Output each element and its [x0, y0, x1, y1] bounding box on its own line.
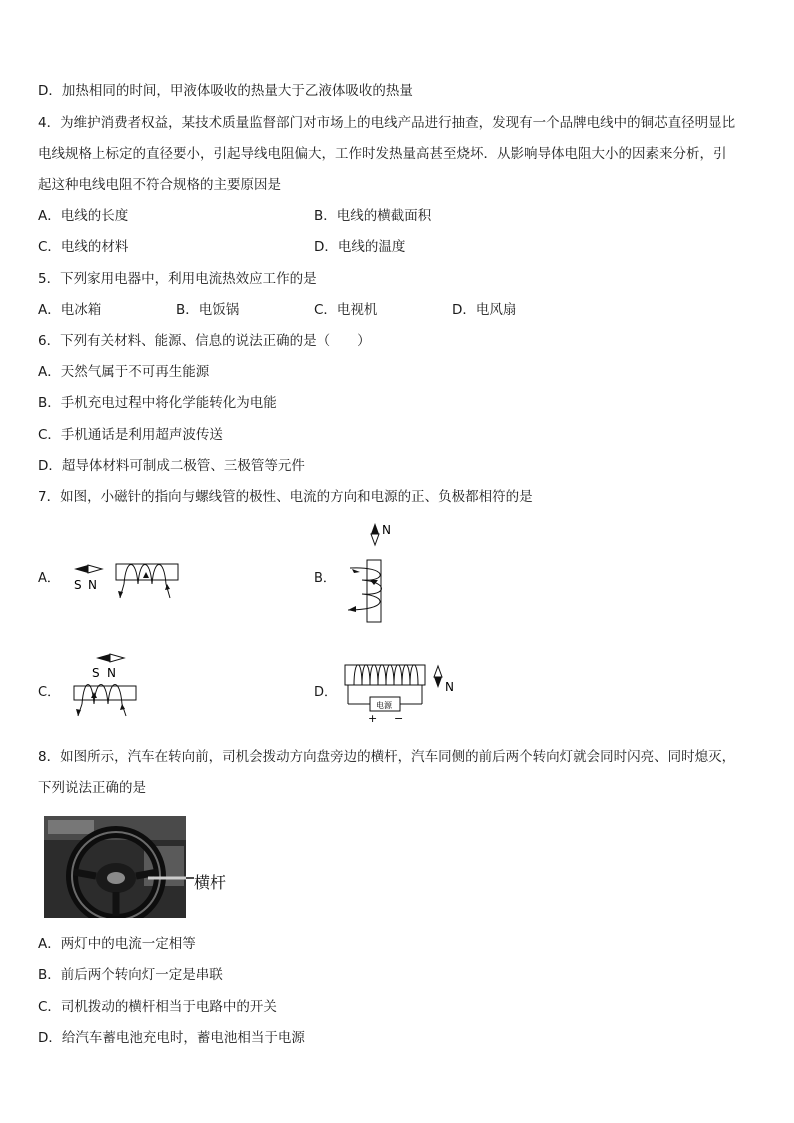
q5-option-b: B．电饭锅	[176, 302, 240, 318]
q4-option-d: D．电线的温度	[314, 239, 406, 255]
q8-stem-line2: 下列说法正确的是	[38, 780, 146, 796]
steering-wheel-photo	[44, 816, 234, 918]
q7-label-a: A．	[38, 571, 60, 586]
fig-a-n-label: N	[88, 578, 97, 592]
q6-option-d: D．超导体材料可制成二极管、三极管等元件	[38, 458, 305, 474]
q5-option-a: A．电冰箱	[38, 302, 102, 318]
q5-stem: 5．下列家用电器中，利用电流热效应工作的是	[38, 271, 317, 287]
q7-figure-c	[66, 652, 146, 720]
q4-option-c: C．电线的材料	[38, 239, 129, 255]
photo-lever-label: 横杆	[194, 873, 227, 892]
q6-option-a: A．天然气属于不可再生能源	[38, 364, 210, 380]
q8-option-d: D．给汽车蓄电池充电时，蓄电池相当于电源	[38, 1030, 305, 1046]
q4-stem-line1: 4．为维护消费者权益，某技术质量监督部门对市场上的电线产品进行抽查，发现有一个品牌电线中的铜芯直径明显比	[38, 115, 736, 131]
q7-figure-b	[340, 520, 400, 626]
q8-option-c: C．司机拨动的横杆相当于电路中的开关	[38, 999, 277, 1015]
q5-option-d: D．电风扇	[452, 302, 517, 318]
q8-stem-line1: 8．如图所示，汽车在转向前，司机会拨动方向盘旁边的横杆，汽车同侧的前后两个转向灯就会同时闪亮、同时熄灭，	[38, 749, 736, 765]
fig-b-n-label: N	[382, 523, 391, 537]
fig-c-n-label: N	[107, 666, 116, 680]
q7-stem: 7．如图，小磁针的指向与螺线管的极性、电流的方向和电源的正、负极都相符的是	[38, 489, 533, 505]
q4-stem-line2: 电线规格上标定的直径要小，引起导线电阻偏大，工作时发热量高甚至烧坏．从影响导体电阻大小的因素来分析，引	[38, 146, 727, 162]
q6-option-c: C．手机通话是利用超声波传送	[38, 427, 223, 443]
fig-d-source-label: 电源	[376, 701, 392, 710]
fig-d-minus-label: −	[394, 712, 404, 725]
q6-stem: 6．下列有关材料、能源、信息的说法正确的是（ ）	[38, 333, 371, 349]
fig-c-s-label: S	[92, 666, 100, 680]
q4-option-a: A．电线的长度	[38, 208, 129, 224]
q4-stem-line3: 起这种电线电阻不符合规格的主要原因是	[38, 177, 281, 193]
q8-option-b: B．前后两个转向灯一定是串联	[38, 967, 223, 983]
q8-option-a: A．两灯中的电流一定相等	[38, 936, 196, 952]
q7-label-c: C．	[38, 685, 61, 700]
q7-label-b: B．	[314, 571, 336, 586]
fig-d-plus-label: +	[368, 712, 378, 725]
q7-figure-a	[66, 558, 186, 602]
q5-option-c: C．电视机	[314, 302, 378, 318]
q4-option-b: B．电线的横截面积	[314, 208, 432, 224]
q7-figure-d	[340, 660, 465, 726]
fig-d-n-label: N	[445, 680, 454, 694]
q7-label-d: D．	[314, 685, 338, 700]
q3-option-d: D．加热相同的时间，甲液体吸收的热量大于乙液体吸收的热量	[38, 83, 413, 99]
q6-option-b: B．手机充电过程中将化学能转化为电能	[38, 395, 277, 411]
fig-a-s-label: S	[74, 578, 82, 592]
